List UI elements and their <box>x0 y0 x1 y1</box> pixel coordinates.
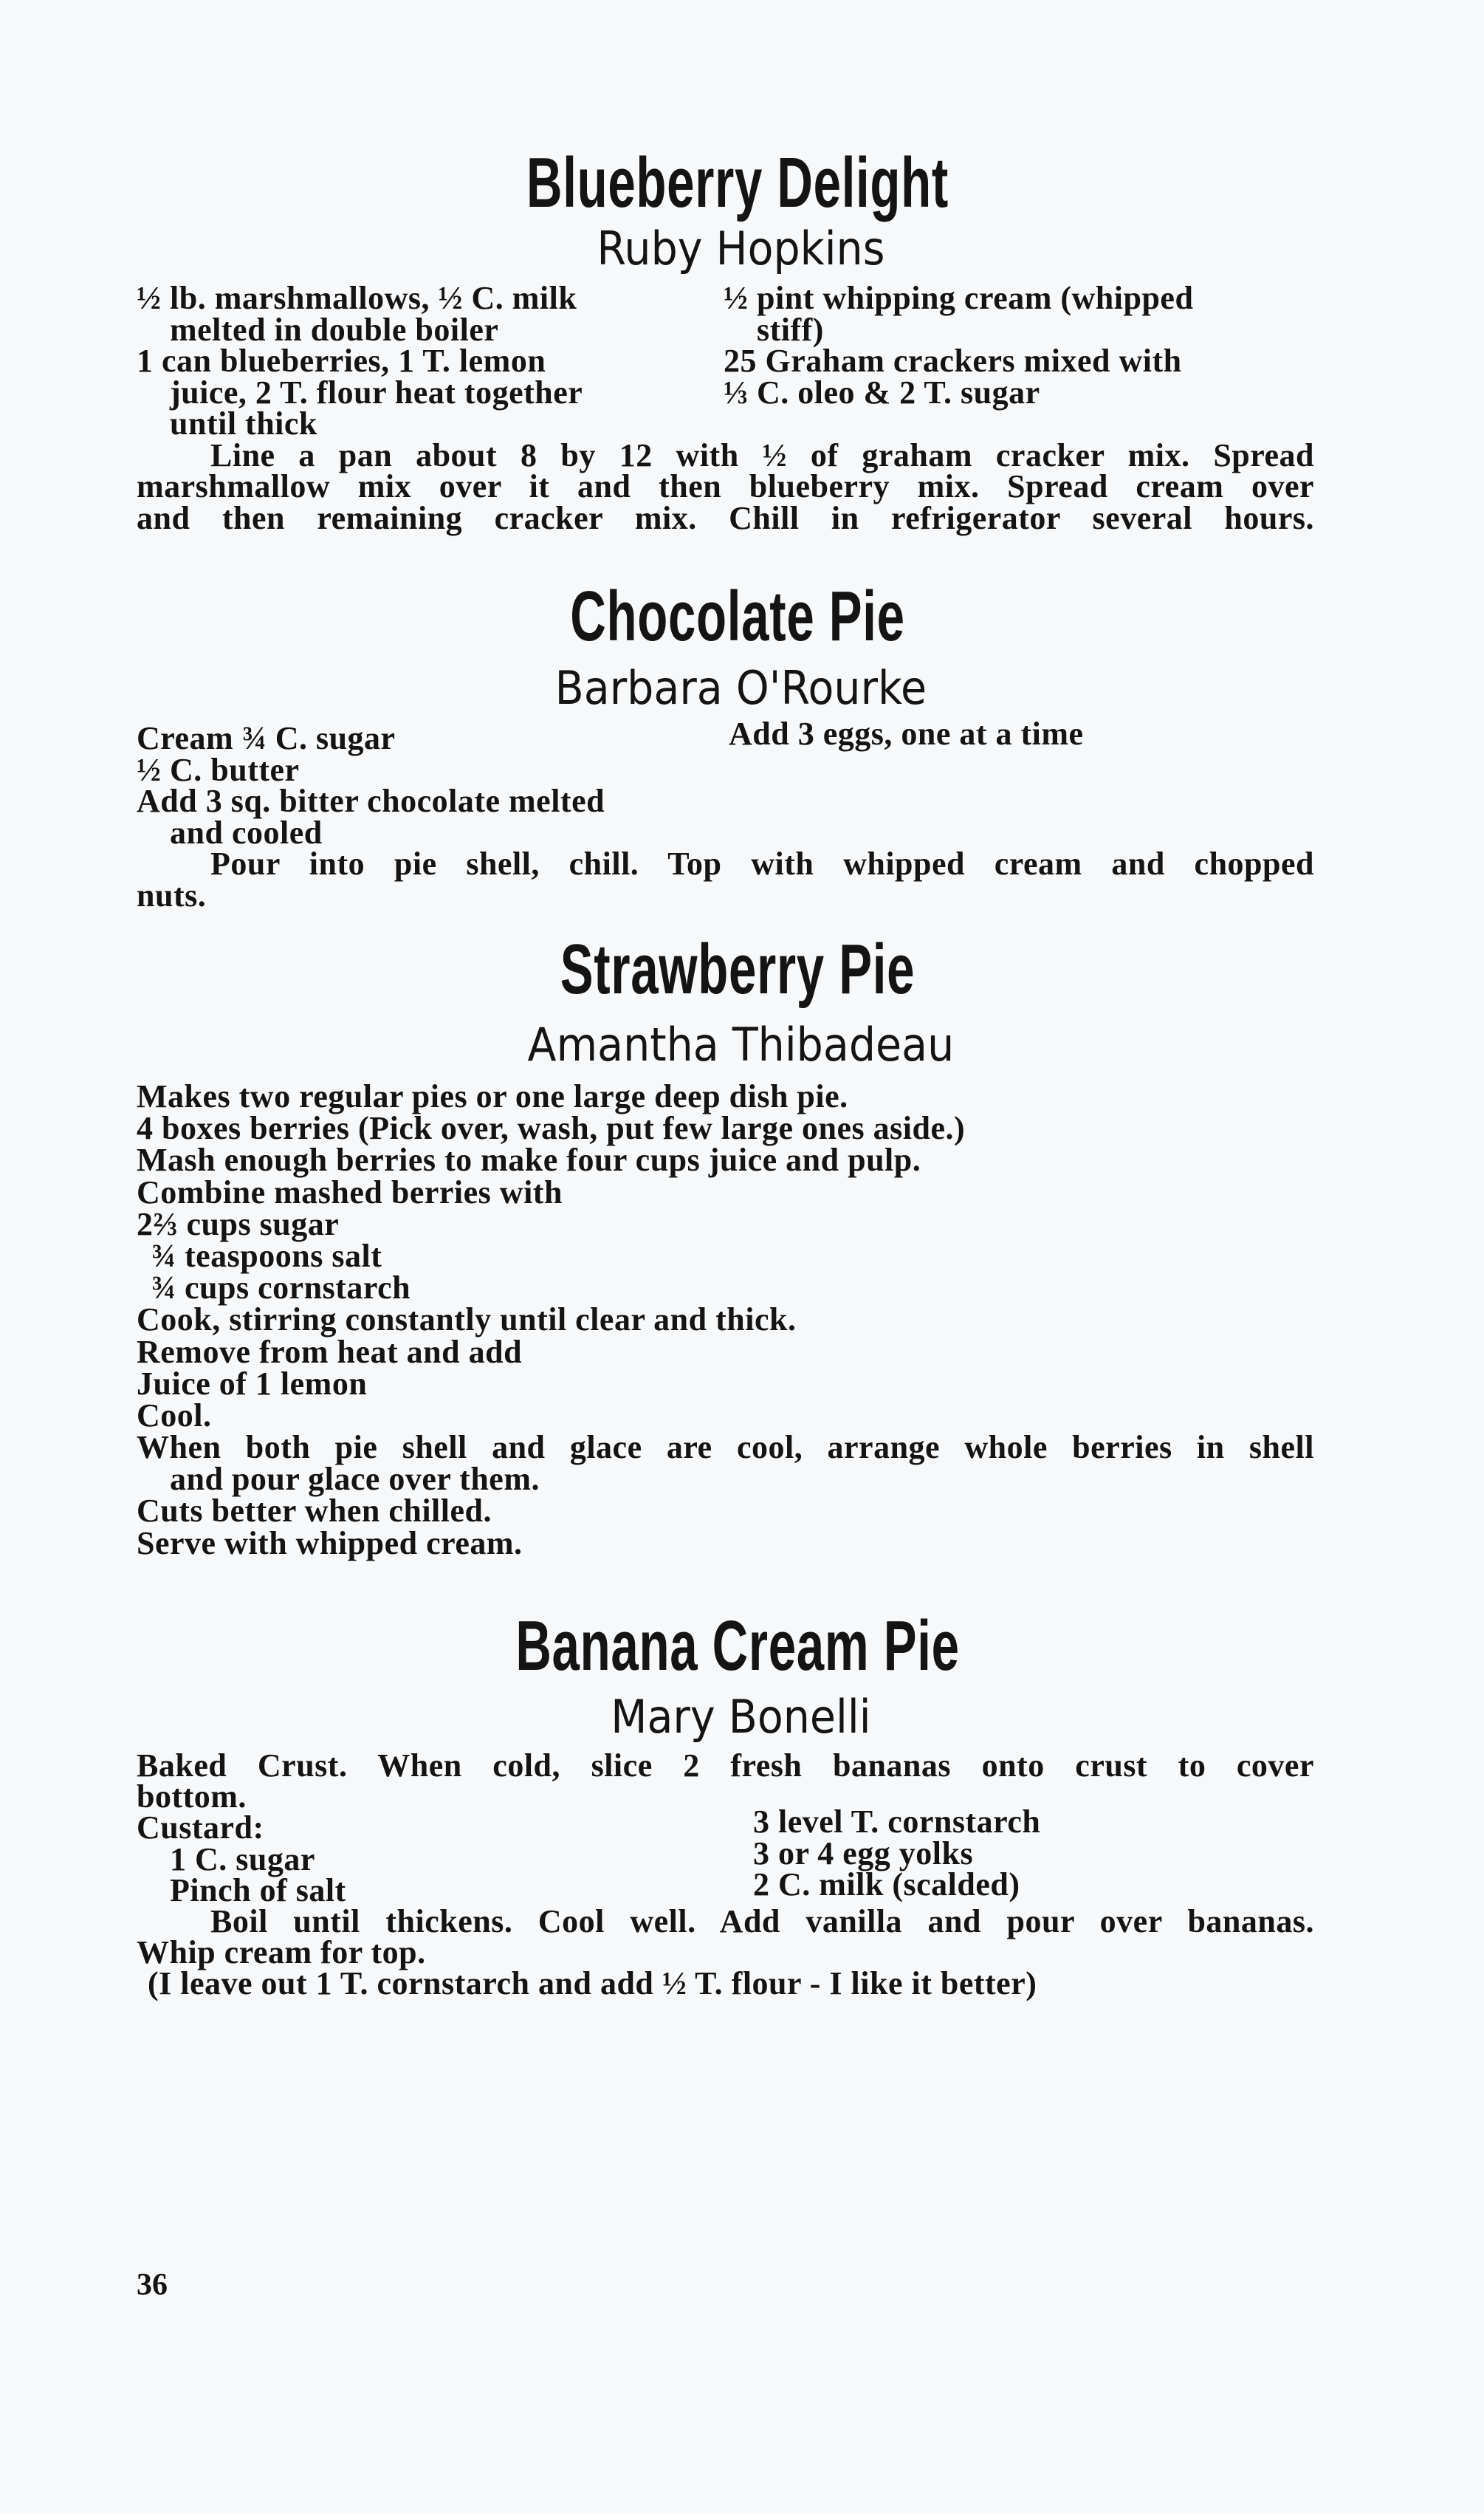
recipe-author: Barbara O'Rourke <box>554 661 927 715</box>
instruction-line: Cook, stirring constantly until clear and thick. <box>137 1301 797 1338</box>
ingredient: ⅓ C. oleo & 2 T. sugar <box>724 374 1040 411</box>
instruction-line: Juice of 1 lemon <box>137 1365 368 1402</box>
instruction-line: Cool. <box>137 1397 212 1434</box>
recipe-body-chocolate-pie <box>137 716 1314 914</box>
ingredient-row <box>137 716 1314 756</box>
ingredient-row <box>137 343 1314 379</box>
instruction-line: Serve with whipped cream. <box>137 1524 523 1561</box>
ingredient: stiff) <box>757 311 824 348</box>
ingredient: ½ pint whipping cream (whipped <box>724 280 1194 316</box>
instruction-line: Mash enough berries to make four cups juice and pulp. <box>137 1142 921 1179</box>
ingredient-row <box>137 280 1314 316</box>
ingredient-row <box>137 374 1314 411</box>
instruction-line: Remove from heat and add <box>137 1333 523 1370</box>
instruction-line: Boil until thickens. Cool well. Add vanilla and pour over bananas. <box>210 1902 1314 1939</box>
ingredient: 1 can blueberries, 1 T. lemon <box>137 343 546 379</box>
ingredient: Pinch of salt <box>170 1871 346 1908</box>
instruction-line: Whip cream for top. <box>137 1934 426 1971</box>
ingredient: Add 3 eggs, one at a time <box>729 716 1084 752</box>
ingredient-line: and cooled <box>170 814 323 851</box>
ingredient-heading: Custard: <box>137 1809 264 1846</box>
ingredient: 2 C. milk (scalded) <box>753 1866 1020 1902</box>
instruction-line: 4 boxes berries (Pick over, wash, put few large ones aside.) <box>137 1110 966 1147</box>
ingredient-line: ¾ cups cornstarch <box>151 1270 411 1306</box>
recipe-title: Banana Cream Pie <box>515 1606 960 1685</box>
recipe-author: Amantha Thibadeau <box>527 1018 955 1072</box>
instruction-line: and pour glace over them. <box>170 1461 540 1498</box>
instruction-line: Baked Crust. When cold, slice 2 fresh bananas onto crust to cover <box>137 1747 1314 1784</box>
recipe-title: Blueberry Delight <box>526 143 949 222</box>
ingredient-row <box>137 1835 1314 1877</box>
instruction-line: Pour into pie shell, chill. Top with whipped cream and chopped <box>210 846 1314 882</box>
ingredient-row <box>137 311 1314 348</box>
ingredient: juice, 2 T. flour heat together <box>170 374 583 411</box>
ingredient-line: ½ C. butter <box>137 751 300 788</box>
ingredient: 25 Graham crackers mixed with <box>724 343 1182 379</box>
instruction-line: When both pie shell and glace are cool, arrange whole berries in shell <box>137 1429 1314 1466</box>
instruction-line: nuts. <box>137 877 207 914</box>
recipe-body-strawberry-pie <box>137 1080 1314 1559</box>
ingredient-row <box>137 1866 1314 1908</box>
ingredient-line: 2⅔ cups sugar <box>137 1205 340 1242</box>
ingredient: Cream ¾ C. sugar <box>137 720 396 756</box>
ingredient: 1 C. sugar <box>170 1840 315 1877</box>
ingredient-line: ¾ teaspoons salt <box>151 1237 382 1274</box>
ingredient: 3 or 4 egg yolks <box>753 1835 974 1871</box>
recipe-author: Mary Bonelli <box>611 1690 871 1744</box>
instruction-line: Cuts better when chilled. <box>137 1493 492 1530</box>
ingredient: 3 level T. cornstarch <box>753 1804 1041 1840</box>
instruction-line: Makes two regular pies or one large deep dish pie. <box>137 1078 848 1114</box>
recipe-title: Chocolate Pie <box>570 577 905 656</box>
note-line: (I leave out 1 T. cornstarch and add ½ T. flour - I like it better) <box>148 1965 1037 2002</box>
instruction-line: Line a pan about 8 by 12 with ½ of graham cracker mix. Spread <box>210 436 1314 473</box>
page-number: 36 <box>137 2268 168 2302</box>
recipe-title: Strawberry Pie <box>560 930 916 1009</box>
recipe-author: Ruby Hopkins <box>597 222 885 275</box>
ingredient-line: until thick <box>170 405 317 442</box>
ingredient: ½ lb. marshmallows, ½ C. milk <box>137 280 577 316</box>
instruction-line: and then remaining cracker mix. Chill in refrigerator several hours. <box>137 499 1314 536</box>
ingredient: melted in double boiler <box>170 311 499 348</box>
recipe-body-blueberry-delight <box>137 280 1314 536</box>
ingredient-line: Add 3 sq. bitter chocolate melted <box>137 783 605 819</box>
instruction-line: marshmallow mix over it and then blueberry mix. Spread cream over <box>137 468 1314 504</box>
instruction-line: Combine mashed berries with <box>137 1174 563 1210</box>
recipe-body-banana-cream-pie <box>137 1747 1314 2002</box>
ingredient-row <box>137 1804 1314 1846</box>
instruction-line: bottom. <box>137 1778 247 1815</box>
